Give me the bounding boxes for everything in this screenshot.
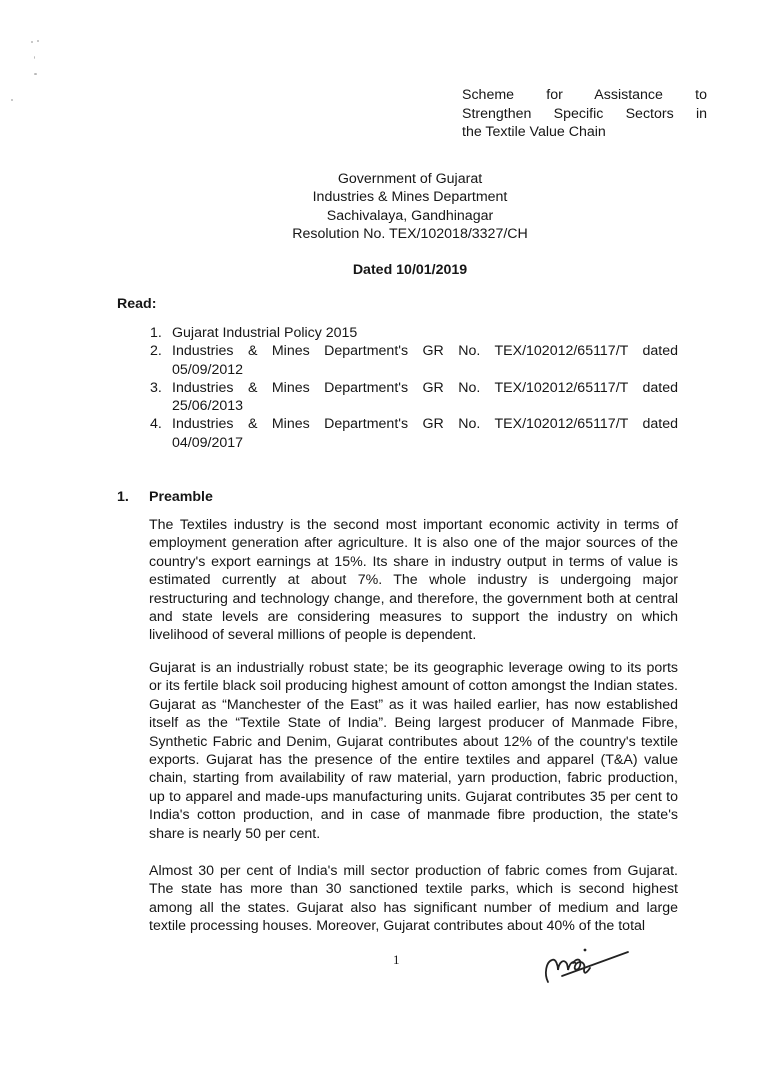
scheme-title-line: the Textile Value Chain xyxy=(462,124,606,140)
reference-item xyxy=(150,324,678,342)
office-location: Sachivalaya, Gandhinagar xyxy=(326,207,494,224)
reference-number: 1. xyxy=(150,325,162,341)
document-header xyxy=(230,170,590,243)
scheme-title-line: Strengthen Specific Sectors in xyxy=(462,105,707,122)
reference-number: 2. xyxy=(150,343,162,360)
read-heading: Read: xyxy=(117,296,157,312)
government-name: Government of Gujarat xyxy=(337,171,483,187)
references-list xyxy=(150,324,678,452)
preamble-paragraph: The Textiles industry is the second most important economic activity in terms of employment generation after agriculture. It is also one of the major sources of the country's export earnings at 15%. Its share in industry output in terms of value is estimated currently at about 7%. The whole industry is undergoing major restructuring and technology change, and therefore, the government both at central and state levels are considering measures to support the industry on which livelihood of several millions of people is dependent. xyxy=(149,517,678,644)
resolution-number: Resolution No. TEX/102018/3327/CH xyxy=(292,225,528,242)
reference-text: Industries & Mines Department's GR No. TEX/102012/65117/T dated xyxy=(172,416,678,433)
scan-specks xyxy=(0,0,60,110)
section-title: Preamble xyxy=(149,489,213,505)
section-number: 1. xyxy=(117,489,129,505)
reference-item xyxy=(150,342,678,379)
reference-text: Industries & Mines Department's GR No. TEX/102012/65117/T dated xyxy=(172,379,678,396)
scheme-title xyxy=(462,86,707,142)
reference-item xyxy=(150,415,678,452)
reference-number: 4. xyxy=(150,416,162,433)
section-heading-preamble xyxy=(117,489,213,505)
reference-date: 04/09/2017 xyxy=(172,434,244,451)
scheme-title-line: Scheme for Assistance to xyxy=(462,87,707,103)
preamble-paragraph: Almost 30 per cent of India's mill sector production of fabric comes from Gujarat. The state has more than 30 sanctioned textile parks, which is second highest among all the states. Gujarat also has significant number of medium and large textile processing houses. Moreover, Gujarat contributes about 40% of the total xyxy=(149,863,678,935)
department-name: Industries & Mines Department xyxy=(312,189,508,206)
reference-date: 05/09/2012 xyxy=(172,361,244,378)
reference-text: Industries & Mines Department's GR No. TEX/102012/65117/T dated xyxy=(172,343,678,360)
reference-item xyxy=(150,379,678,416)
page-number: 1 xyxy=(393,952,400,967)
resolution-date: Dated 10/01/2019 xyxy=(352,262,468,278)
signature-icon xyxy=(540,940,630,990)
preamble-paragraph: Gujarat is an industrially robust state; be its geographic leverage owing to its ports or its fertile black soil producing highest amount of cotton amongst the Indian states. Gujarat as “Manchester of the East” as it was hailed earlier, has now established itself as the “Textile State of India”. Being largest producer of Manmade Fibre, Synthetic Fabric and Denim, Gujarat contributes about 12% of the country's textile exports. Gujarat has the presence of the entire textiles and apparel (T&A) value chain, starting from availability of raw material, yarn production, fabric production, up to apparel and made-ups manufacturing units. Gujarat contributes 35 per cent to India's cotton production, and in case of manmade fibre production, the state's share is nearly 50 per cent. xyxy=(149,660,678,842)
reference-text: Gujarat Industrial Policy 2015 xyxy=(172,325,358,341)
reference-number: 3. xyxy=(150,379,162,396)
reference-date: 25/06/2013 xyxy=(172,398,244,415)
